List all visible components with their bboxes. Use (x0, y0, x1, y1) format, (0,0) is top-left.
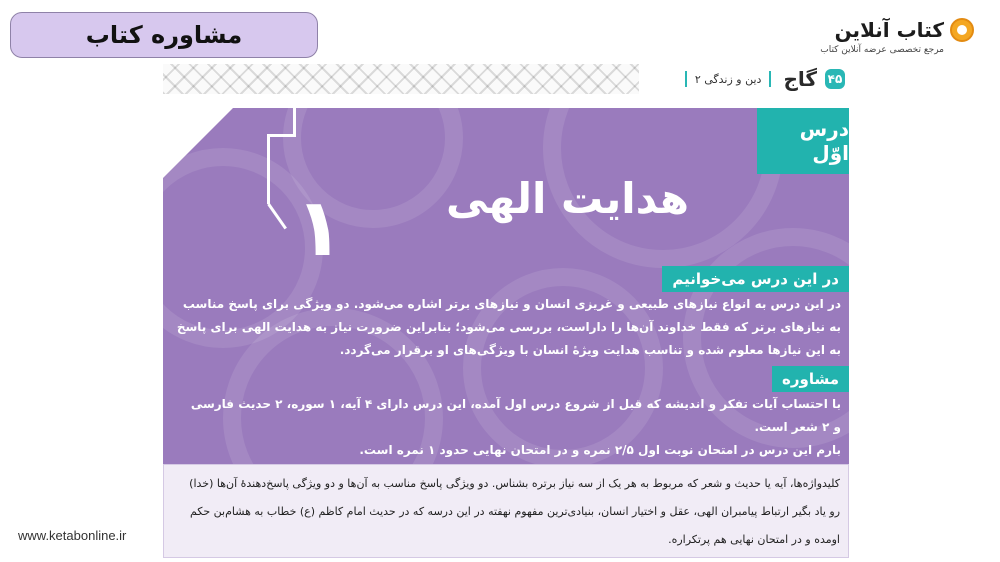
page-title: مشاوره کتاب (85, 21, 243, 49)
text-line: به نیازهای برتر که فقط خداوند آن‌ها را داراست، بررسی می‌شود؛ بنابراین ضرورت نیاز به هدایت الهی برای پاسخ (176, 320, 841, 334)
decor-line (267, 134, 270, 204)
brand-logo[interactable] (794, 18, 974, 58)
book-page (163, 64, 849, 558)
decor-line (267, 134, 296, 137)
lesson-tab (757, 108, 849, 174)
text-line: و ۲ شعر است. (754, 420, 841, 434)
text-line: در این درس به انواع نیازهای طبیعی و غریزی انسان و نیازهای برتر اشاره می‌شود. دو ویژگی برای پاسخ مناسب (182, 297, 841, 311)
corner-notch (163, 108, 233, 178)
header-divider (685, 71, 687, 87)
page-header (639, 64, 849, 94)
text-line: بارم این درس در امتحان نوبت اول ۲/۵ نمره و در امتحان نهایی حدود ۱ نمره است. (359, 443, 841, 457)
brand-tagline: مرجع تخصصی عرضه آنلاین کتاب (820, 45, 944, 55)
text-line: اومده و در امتحان نهایی هم پرتکراره. (668, 533, 840, 546)
page-number: ۴۵ (825, 69, 845, 89)
text-line: کلیدواژه‌ها، آیه یا حدیث و شعر که مربوط به هر یک از سه نیاز برتره بشناس. دو ویژگی پاسخ مناسب به آن‌ها و دو ویژگی پاسخ‌دهندۀ آن‌ها (خدا) (189, 477, 840, 490)
text-line: رو یاد بگیر ارتباط پیامبران الهی، عقل و اختیار انسان، بنیادی‌ترین مفهوم نهفته در این درسه که در حدیث امام کاظم (ع) خطاب به هشام‌بن حکم (189, 505, 840, 518)
brand-name: کتاب آنلاین (834, 18, 944, 42)
section-heading-learn: در این درس می‌خوانیم (662, 266, 849, 292)
series-logo: گاج (783, 67, 817, 91)
lesson-tab-label: درس اوّل (799, 117, 849, 165)
text-line: با احتساب آیات تفکر و اندیشه که قبل از شروع درس اول آمده، این درس دارای ۴ آیه، ۱ سوره، ۲ حدیث فارسی (190, 397, 841, 411)
keywords-note (163, 464, 849, 558)
lesson-hero (163, 108, 849, 464)
header-divider (769, 71, 771, 87)
subject-label: دین و زندگی ۲ (694, 72, 762, 86)
lesson-title: هدایت الهی (445, 174, 689, 223)
decor-line (293, 108, 296, 134)
lesson-number: ۱ (295, 181, 344, 274)
section-body-learn (177, 293, 841, 362)
text-line: به این نیازها معلوم شده و تناسب هدایت ویژۀ انسان با ویژگی‌های او برقرار می‌گردد. (339, 343, 841, 357)
page-title-badge (10, 12, 318, 58)
website-link[interactable]: www.ketabonline.ir (18, 528, 127, 543)
section-heading-advice: مشاوره (772, 366, 849, 392)
section-body-advice (191, 393, 841, 462)
brand-logo-icon (950, 18, 974, 42)
